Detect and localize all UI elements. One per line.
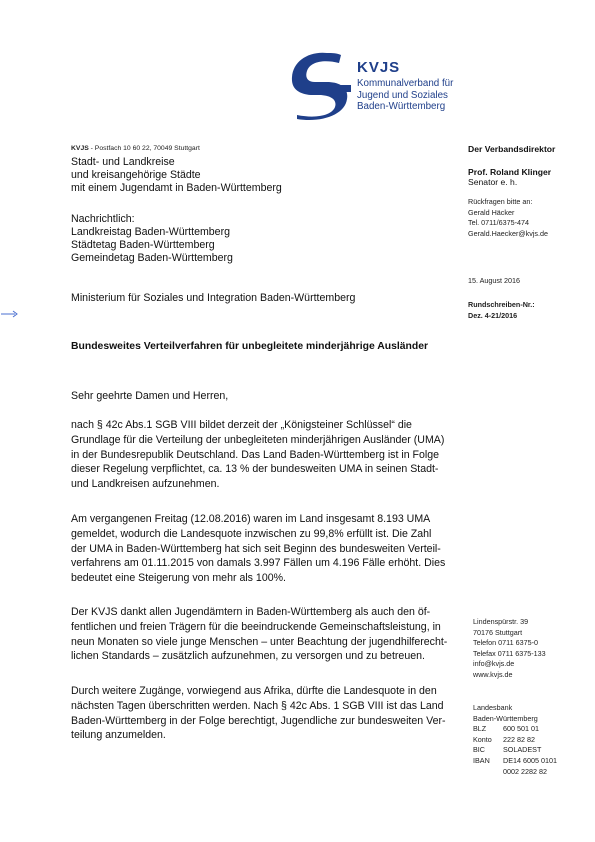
bank-value: 0002 2282 82 xyxy=(503,766,547,776)
bank-name: Baden-Württemberg xyxy=(473,713,538,723)
kvjs-logo-text xyxy=(357,60,453,113)
address-email: info@kvjs.de xyxy=(473,659,515,669)
circular-label: Rundschreiben-Nr.: xyxy=(468,300,535,309)
cc-block xyxy=(71,213,233,265)
cc-line: Gemeindetag Baden-Württemberg xyxy=(71,252,233,264)
cc-line: Landkreistag Baden-Württemberg xyxy=(71,226,230,238)
ministry-line: Ministerium für Soziales und Integration Baden-Württemberg xyxy=(71,292,356,304)
sender-address: - Postfach 10 60 22, 70049 Stuttgart xyxy=(88,145,200,152)
fold-mark-arrow-icon xyxy=(0,310,20,318)
address-web: www.kvjs.de xyxy=(473,669,513,679)
bank-row xyxy=(473,724,595,735)
bank-value: DE14 6005 0101 xyxy=(503,755,557,765)
bank-row xyxy=(473,756,595,767)
bank-block xyxy=(473,703,595,777)
sidebar-title: Der Verbandsdirektor xyxy=(468,144,556,154)
bank-label: BLZ xyxy=(473,724,487,734)
address-street: Lindenspürstr. 39 xyxy=(473,617,529,626)
body-paragraph-4: Durch weitere Zugänge, vorwiegend aus Afrika, dürfte die Landesquote in den nächsten Tagen überschritten werden. Nach § 42c Abs. 1 SGB VIII ist das Land Baden-Württemberg in der Folge berechtigt, Jugendliche zur bundesweiten Ver-teilung anzumelden. xyxy=(71,685,446,742)
contact-phone: Tel. 0711/6375-474 xyxy=(468,218,530,228)
circular-number: Dez. 4-21/2016 xyxy=(468,311,518,320)
bank-label: Konto xyxy=(473,734,492,744)
logo-line: Kommunalverband für xyxy=(357,78,454,89)
contact-label: Rückfragen bitte an: xyxy=(468,197,533,206)
cc-label: Nachrichtlich: xyxy=(71,213,135,225)
director-name: Prof. Roland Klinger xyxy=(468,167,552,177)
bank-value: 222 82 82 xyxy=(503,734,535,744)
address-block xyxy=(473,617,595,681)
recipient-block xyxy=(71,156,282,195)
contact-name: Gerald Häcker xyxy=(468,207,515,217)
address-phone: Telefon 0711 6375-0 xyxy=(473,638,539,648)
letter-date: 15. August 2016 xyxy=(468,276,520,285)
cc-line: Städtetag Baden-Württemberg xyxy=(71,239,215,251)
bank-label: BIC xyxy=(473,745,485,755)
logo-line: Baden-Württemberg xyxy=(357,101,446,112)
recipient-line: mit einem Jugendamt in Baden-Württemberg xyxy=(71,182,282,194)
logo-title: KVJS xyxy=(357,59,401,76)
logo-line: Jugend und Soziales xyxy=(357,89,448,101)
contact-email: Gerald.Haecker@kvjs.de xyxy=(468,228,548,238)
kvjs-logo-icon xyxy=(287,49,353,121)
bank-row xyxy=(473,735,595,746)
salutation: Sehr geehrte Damen und Herren, xyxy=(71,390,229,402)
recipient-line: und kreisangehörige Städte xyxy=(71,169,201,181)
body-paragraph-2: Am vergangenen Freitag (12.08.2016) waren im Land insgesamt 8.193 UMA gemeldet, wodurch die Landesquote inzwischen zu 99,8% erfüllt ist. Die Zahl der UMA in Baden-Württemberg hat sich seit Beginn des bundesweiten Verteil-verfahrens am 01.11.2015 von damals 3.997 Fällen um 4.196 Fälle erhöht. Dies bedeutet eine Steigerung von mehr als 100%. xyxy=(71,513,446,585)
body-paragraph-3: Der KVJS dankt allen Jugendämtern in Baden-Württemberg als auch den öf-fentlichen und freien Trägern für die beeindruckende Gemeinschaftsleistung, in neun Monaten so viele junge Menschen – unter Beachtung der jugendhilferecht-lichen Standards – zusätzlich aufzunehmen, zu versorgen und zu betreuen. xyxy=(71,606,448,663)
address-fax: Telefax 0711 6375-133 xyxy=(473,648,546,658)
director-position: Senator e. h. xyxy=(468,177,518,187)
bank-label: IBAN xyxy=(473,755,490,765)
sender-line xyxy=(71,145,200,152)
bank-row xyxy=(473,767,595,778)
subject-line: Bundesweites Verteilverfahren für unbegleitete minderjährige Ausländer xyxy=(71,341,429,352)
bank-label xyxy=(473,767,503,778)
recipient-line: Stadt- und Landkreise xyxy=(71,156,175,168)
sidebar xyxy=(468,144,593,239)
bank-name: Landesbank xyxy=(473,703,513,712)
bank-value: SOLADEST xyxy=(503,745,542,755)
bank-value: 600 501 01 xyxy=(503,724,539,734)
sender-org: KVJS xyxy=(71,145,89,152)
bank-row xyxy=(473,745,595,756)
address-city: 70176 Stuttgart xyxy=(473,627,523,637)
body-paragraph-1: nach § 42c Abs.1 SGB VIII bildet derzeit der „Königsteiner Schlüssel“ die Grundlage für die Verteilung der unbegleiteten minderjährigen Ausländer (UMA) in der Bundesrepublik Deutschland. Das Land Baden-Württemberg ist in Folge dieser Regelung verpflichtet, ca. 13 % der bundesweiten UMA in seinen Stadt- und Landkreisen aufzunehmen. xyxy=(71,419,445,491)
